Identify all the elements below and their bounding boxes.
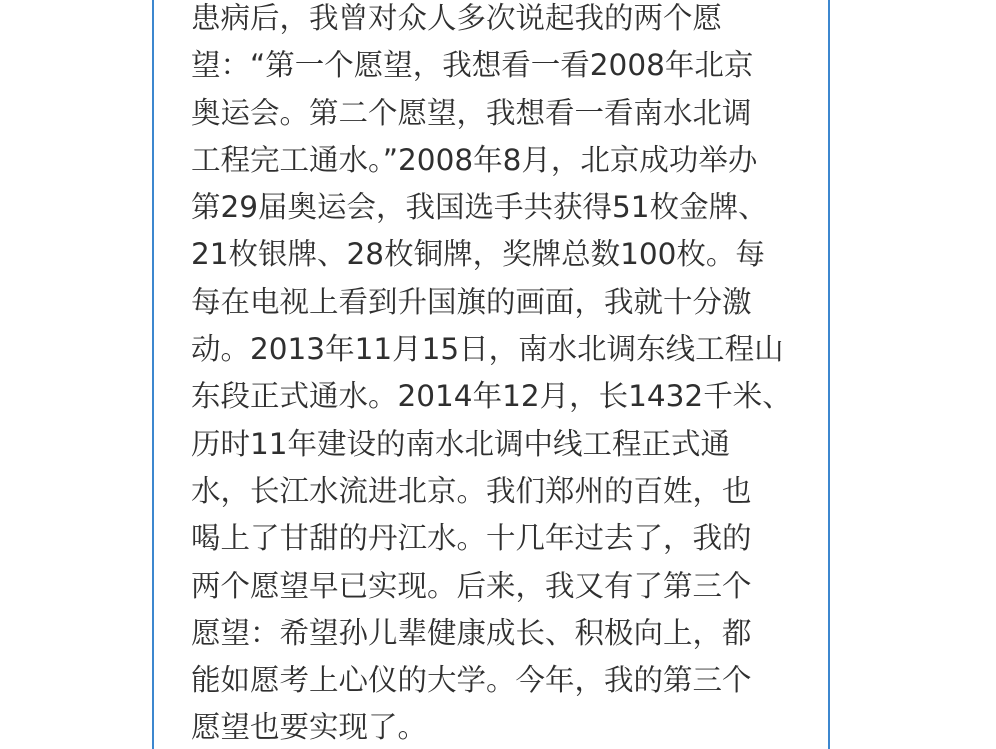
- article-line: 喝上了甘甜的丹江水。十几年过去了，我的: [191, 521, 752, 556]
- article-line: 东段正式通水。2014年12月，长1432千米、: [191, 379, 792, 414]
- article-line: 第29届奥运会，我国选手共获得51枚金牌、: [191, 190, 768, 225]
- article-line: 每在电视上看到升国旗的画面，我就十分激: [191, 284, 752, 319]
- article-line: 历时11年建设的南水北调中线工程正式通: [191, 426, 731, 461]
- article-line: 望：“第一个愿望，我想看一看2008年北京: [191, 48, 754, 83]
- article-line: 21枚银牌、28枚铜牌，奖牌总数100枚。每: [191, 237, 765, 272]
- article-line: 工程完工通水。”2008年8月，北京成功举办: [191, 142, 758, 177]
- article-line: 两个愿望早已实现。后来，我又有了第三个: [191, 568, 752, 603]
- article-line: 奥运会。第二个愿望，我想看一看南水北调: [191, 95, 752, 130]
- article-line: 愿望也要实现了。: [191, 710, 428, 745]
- article-line: 愿望：希望孙儿辈健康成长、积极向上，都: [191, 615, 752, 650]
- article-line: 动。2013年11月15日，南水北调东线工程山: [191, 332, 784, 367]
- article-line: 患病后，我曾对众人多次说起我的两个愿: [191, 1, 723, 35]
- article-body: [191, 0, 793, 749]
- article-line: 能如愿考上心仪的大学。今年，我的第三个: [191, 663, 752, 698]
- article-line: 水，长江水流进北京。我们郑州的百姓，也: [191, 473, 752, 508]
